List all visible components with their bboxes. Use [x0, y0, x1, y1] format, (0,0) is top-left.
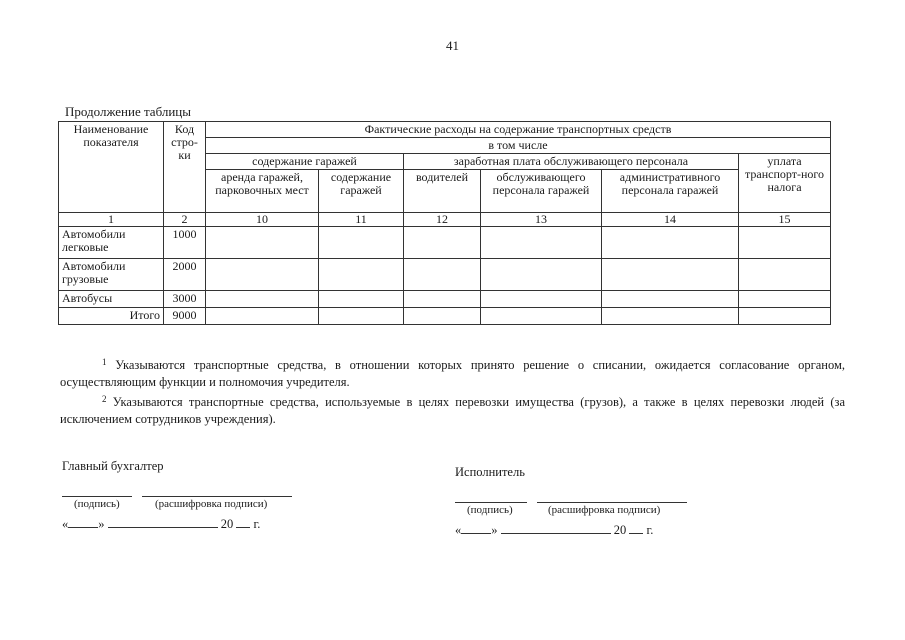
month-field[interactable] [108, 516, 218, 528]
header-code-column: Код стро-ки [164, 122, 206, 213]
table-cell[interactable] [319, 259, 404, 291]
row-name: Итого [59, 308, 164, 325]
decoding-caption: (расшифровка подписи) [155, 498, 268, 510]
table-cell[interactable] [206, 291, 319, 308]
header-actual-expenses: Фактические расходы на содержание транспортных средств [206, 122, 831, 138]
decoding-caption: (расшифровка подписи) [548, 504, 661, 516]
signature-line[interactable] [455, 502, 527, 503]
column-number: 2 [164, 213, 206, 227]
date-close-quote: » [491, 523, 498, 537]
row-code: 1000 [164, 227, 206, 259]
year-field[interactable] [629, 522, 643, 534]
row-code: 2000 [164, 259, 206, 291]
table-cell[interactable] [481, 259, 602, 291]
header-drivers: водителей [404, 170, 481, 213]
table-cell[interactable] [319, 291, 404, 308]
table-cell[interactable] [206, 227, 319, 259]
expenses-table [58, 121, 831, 325]
date-line [455, 522, 705, 538]
row-name: Автомобили грузовые [59, 259, 164, 291]
decoding-line[interactable] [142, 496, 292, 497]
column-number: 11 [319, 213, 404, 227]
executor-signature [455, 465, 705, 538]
signature-lines [62, 488, 312, 516]
signature-caption: (подпись) [74, 498, 120, 510]
page-number: 41 [446, 38, 459, 53]
table-cell[interactable] [481, 308, 602, 325]
signature-caption: (подпись) [467, 504, 513, 516]
table-cell[interactable] [319, 227, 404, 259]
executor-title: Исполнитель [455, 465, 525, 479]
table-cell[interactable] [739, 227, 831, 259]
column-number: 13 [481, 213, 602, 227]
header-admin-staff: административного персонала гаражей [602, 170, 739, 213]
table-cell[interactable] [481, 227, 602, 259]
column-number: 10 [206, 213, 319, 227]
row-name: Автобусы [59, 291, 164, 308]
date-line [62, 516, 312, 532]
header-name-column: Наименование показателя [59, 122, 164, 213]
table-cell[interactable] [206, 259, 319, 291]
header-transport-tax: уплата транспорт-ного налога [739, 154, 831, 213]
footnote-1 [60, 354, 845, 391]
row-code: 9000 [164, 308, 206, 325]
table-cell[interactable] [481, 291, 602, 308]
column-number: 15 [739, 213, 831, 227]
signature-lines [455, 494, 705, 522]
table-cell[interactable] [404, 291, 481, 308]
header-staff-salary: заработная плата обслуживающего персонала [404, 154, 739, 170]
date-suffix: г. [646, 523, 654, 537]
footnotes [60, 354, 845, 428]
date-year: 20 [613, 523, 627, 537]
column-number: 12 [404, 213, 481, 227]
table-cell[interactable] [206, 308, 319, 325]
table-cell[interactable] [404, 308, 481, 325]
table-cell[interactable] [602, 291, 739, 308]
column-number: 1 [59, 213, 164, 227]
table-cell[interactable] [404, 259, 481, 291]
date-open-quote: « [62, 517, 69, 531]
table-cell[interactable] [602, 259, 739, 291]
row-code: 3000 [164, 291, 206, 308]
year-field[interactable] [236, 516, 250, 528]
header-service-staff: обслуживающего персонала гаражей [481, 170, 602, 213]
table-row [59, 259, 831, 291]
chief-accountant-signature [62, 459, 312, 532]
footnote-marker: 1 [102, 357, 107, 367]
decoding-line[interactable] [537, 502, 687, 503]
header-garage-maintenance: содержание гаражей [206, 154, 404, 170]
row-name: Автомобили легковые [59, 227, 164, 259]
table-cell[interactable] [739, 291, 831, 308]
date-open-quote: « [455, 523, 462, 537]
chief-accountant-title: Главный бухгалтер [62, 459, 164, 473]
day-field[interactable] [68, 516, 98, 528]
table-cell[interactable] [319, 308, 404, 325]
column-number: 14 [602, 213, 739, 227]
month-field[interactable] [501, 522, 611, 534]
table-cell[interactable] [602, 227, 739, 259]
header-garage-rent: аренда гаражей, парковочных мест [206, 170, 319, 213]
table-row-total [59, 308, 831, 325]
column-numbers-row [59, 213, 831, 227]
footnote-marker: 2 [102, 394, 107, 404]
table-cell[interactable] [602, 308, 739, 325]
table-cell[interactable] [404, 227, 481, 259]
date-close-quote: » [98, 517, 105, 531]
header-including: в том числе [206, 138, 831, 154]
table-cell[interactable] [739, 259, 831, 291]
table-caption: Продолжение таблицы [65, 104, 191, 119]
signature-line[interactable] [62, 496, 132, 497]
table-cell[interactable] [739, 308, 831, 325]
table-row [59, 227, 831, 259]
date-year: 20 [220, 517, 234, 531]
day-field[interactable] [461, 522, 491, 534]
header-garage-upkeep: содержание гаражей [319, 170, 404, 213]
footnote-2 [60, 391, 845, 428]
table-row [59, 291, 831, 308]
footnote-text: Указываются транспортные средства, в отношении которых принято решение о списании, ожидается согласование органом, осуществляющим функции и полномочия учредителя. [60, 358, 845, 389]
date-suffix: г. [253, 517, 261, 531]
footnote-text: Указываются транспортные средства, используемые в целях перевозки имущества (грузов), а также в целях перевозки людей (за исключением сотрудников учреждения). [60, 395, 846, 426]
